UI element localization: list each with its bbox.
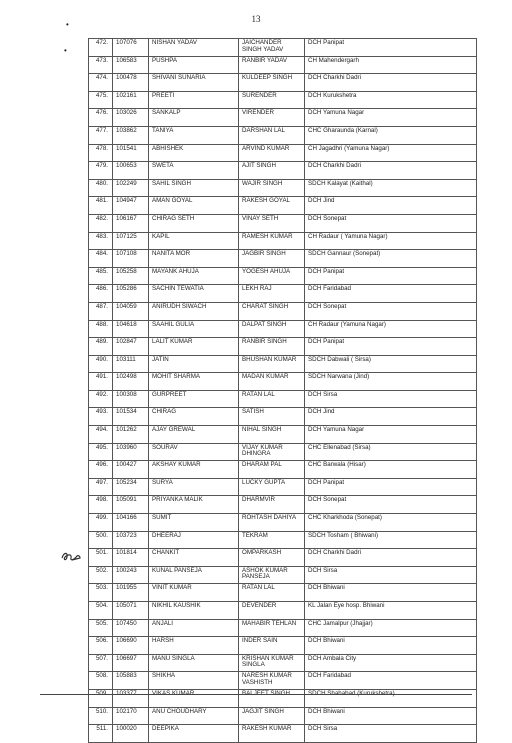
- allotted-hospital-cell: CH Mahendergarh: [305, 56, 477, 74]
- father-name-cell: SATISH: [239, 408, 305, 426]
- father-name-cell: YOGESH AHUJA: [239, 267, 305, 285]
- table-row: [89, 672, 477, 690]
- allotted-hospital-cell: DCH Charkhi Dadri: [305, 549, 477, 567]
- serial-number-cell: 483.: [89, 232, 113, 250]
- allotted-hospital-cell: DCH Bhiwani: [305, 584, 477, 602]
- candidate-id-cell: 106697: [113, 654, 149, 672]
- serial-number-cell: 507.: [89, 654, 113, 672]
- candidate-name-cell: MOHIT SHARMA: [149, 373, 239, 391]
- father-name-cell: NARESH KUMAR VASHISTH: [239, 672, 305, 690]
- candidate-name-cell: CHANKIT: [149, 549, 239, 567]
- candidate-id-cell: 105258: [113, 267, 149, 285]
- table-row: [89, 531, 477, 549]
- table-row: [89, 514, 477, 532]
- candidate-id-cell: 100308: [113, 390, 149, 408]
- margin-mark: •: [66, 20, 69, 29]
- candidate-name-cell: SAAHIL GULIA: [149, 320, 239, 338]
- candidate-id-cell: 104059: [113, 302, 149, 320]
- candidate-name-cell: LALIT KUMAR: [149, 338, 239, 356]
- candidate-id-cell: 100427: [113, 461, 149, 479]
- father-name-cell: JAICHANDER SINGH YADAV: [239, 39, 305, 57]
- allotted-hospital-cell: DCH Jind: [305, 408, 477, 426]
- serial-number-cell: 475.: [89, 91, 113, 109]
- candidate-name-cell: KAPIL: [149, 232, 239, 250]
- candidate-name-cell: ANIRUDH SIWACH: [149, 302, 239, 320]
- allotted-hospital-cell: DCH Sirsa: [305, 390, 477, 408]
- serial-number-cell: 493.: [89, 408, 113, 426]
- father-name-cell: ROHTASH DAHIYA: [239, 514, 305, 532]
- candidate-name-cell: NIKHIL KAUSHIK: [149, 602, 239, 620]
- candidate-id-cell: 101534: [113, 408, 149, 426]
- allotted-hospital-cell: DCH Charkhi Dadri: [305, 162, 477, 180]
- candidate-name-cell: MANU SINGLA: [149, 654, 239, 672]
- allotted-hospital-cell: DCH Sirsa: [305, 566, 477, 584]
- handwritten-initials: [60, 548, 82, 564]
- candidate-name-cell: NISHAN YADAV: [149, 39, 239, 57]
- candidate-id-cell: 107450: [113, 619, 149, 637]
- serial-number-cell: 497.: [89, 478, 113, 496]
- table-row: [89, 707, 477, 725]
- table-row: [89, 144, 477, 162]
- candidate-id-cell: 103026: [113, 109, 149, 127]
- father-name-cell: RAKESH GOYAL: [239, 197, 305, 215]
- allotted-hospital-cell: DCH Sirsa: [305, 725, 477, 743]
- candidate-name-cell: SAHIL SINGH: [149, 179, 239, 197]
- table-row: [89, 74, 477, 92]
- serial-number-cell: 484.: [89, 250, 113, 268]
- allotted-hospital-cell: DCH Bhiwani: [305, 707, 477, 725]
- page-number: 13: [251, 14, 261, 24]
- father-name-cell: MADAN KUMAR: [239, 373, 305, 391]
- allotted-hospital-cell: DCH Ambala City: [305, 654, 477, 672]
- serial-number-cell: 511.: [89, 725, 113, 743]
- serial-number-cell: 495.: [89, 443, 113, 461]
- serial-number-cell: 479.: [89, 162, 113, 180]
- allotted-hospital-cell: CHC Jamalpur (Jhajjar): [305, 619, 477, 637]
- table-row: [89, 267, 477, 285]
- candidate-id-cell: 105286: [113, 285, 149, 303]
- father-name-cell: DARSHAN LAL: [239, 126, 305, 144]
- candidate-name-cell: ANU CHOUDHARY: [149, 707, 239, 725]
- candidate-name-cell: AJAY GREWAL: [149, 426, 239, 444]
- candidate-id-cell: 101955: [113, 584, 149, 602]
- table-row: [89, 56, 477, 74]
- table-row: [89, 214, 477, 232]
- serial-number-cell: 503.: [89, 584, 113, 602]
- candidate-id-cell: 102170: [113, 707, 149, 725]
- allotted-hospital-cell: CHC Gharaunda (Karnal): [305, 126, 477, 144]
- table-body: [89, 39, 477, 743]
- table-row: [89, 285, 477, 303]
- table-row: [89, 496, 477, 514]
- candidate-id-cell: 106167: [113, 214, 149, 232]
- footer-rule: [40, 694, 472, 695]
- candidate-id-cell: 106690: [113, 637, 149, 655]
- table-row: [89, 109, 477, 127]
- candidate-name-cell: SURYA: [149, 478, 239, 496]
- serial-number-cell: 490.: [89, 355, 113, 373]
- table-row: [89, 355, 477, 373]
- table-row: [89, 549, 477, 567]
- allotted-hospital-cell: CHC Ellenabad (Sirsa): [305, 443, 477, 461]
- candidate-name-cell: ABHISHEK: [149, 144, 239, 162]
- father-name-cell: LUCKY GUPTA: [239, 478, 305, 496]
- allotted-hospital-cell: DCH Panipat: [305, 39, 477, 57]
- allotted-hospital-cell: DCH Panipat: [305, 267, 477, 285]
- candidate-name-cell: SWETA: [149, 162, 239, 180]
- candidate-id-cell: 106583: [113, 56, 149, 74]
- serial-number-cell: 476.: [89, 109, 113, 127]
- allotted-hospital-cell: SDCH Tosham ( Bhiwani): [305, 531, 477, 549]
- candidate-name-cell: AKSHAY KUMAR: [149, 461, 239, 479]
- allotted-hospital-cell: SDCH Gannaur (Sonepat): [305, 250, 477, 268]
- candidate-name-cell: TANIYA: [149, 126, 239, 144]
- serial-number-cell: 492.: [89, 390, 113, 408]
- candidate-id-cell: 105091: [113, 496, 149, 514]
- candidate-id-cell: 107125: [113, 232, 149, 250]
- serial-number-cell: 474.: [89, 74, 113, 92]
- candidate-name-cell: DEEPIKA: [149, 725, 239, 743]
- candidate-id-cell: 103111: [113, 355, 149, 373]
- father-name-cell: WAJIR SINGH: [239, 179, 305, 197]
- table-row: [89, 39, 477, 57]
- candidate-name-cell: SACHIN TEWATIA: [149, 285, 239, 303]
- candidate-name-cell: DHEERAJ: [149, 531, 239, 549]
- candidate-id-cell: 101814: [113, 549, 149, 567]
- serial-number-cell: 477.: [89, 126, 113, 144]
- father-name-cell: LEKH RAJ: [239, 285, 305, 303]
- serial-number-cell: 482.: [89, 214, 113, 232]
- father-name-cell: ARVIND KUMAR: [239, 144, 305, 162]
- allotted-hospital-cell: DCH Sonepat: [305, 214, 477, 232]
- serial-number-cell: 501.: [89, 549, 113, 567]
- father-name-cell: ASHOK KUMAR PANSEJA: [239, 566, 305, 584]
- serial-number-cell: 491.: [89, 373, 113, 391]
- candidate-id-cell: 102498: [113, 373, 149, 391]
- candidate-name-cell: CHIRAG: [149, 408, 239, 426]
- allotted-hospital-cell: KL Jalan Eye hosp. Bhiwani: [305, 602, 477, 620]
- serial-number-cell: 504.: [89, 602, 113, 620]
- allotted-hospital-cell: DCH Sonepat: [305, 496, 477, 514]
- table-row: [89, 338, 477, 356]
- serial-number-cell: 508.: [89, 672, 113, 690]
- father-name-cell: NIHAL SINGH: [239, 426, 305, 444]
- candidate-id-cell: 107108: [113, 250, 149, 268]
- table-row: [89, 373, 477, 391]
- table-row: [89, 426, 477, 444]
- candidate-id-cell: 105234: [113, 478, 149, 496]
- table-row: [89, 179, 477, 197]
- allotted-hospital-cell: CH Radaur (Yamuna Nagar): [305, 320, 477, 338]
- father-name-cell: DEVENDER: [239, 602, 305, 620]
- father-name-cell: RATAN LAL: [239, 584, 305, 602]
- father-name-cell: JAGJIT SINGH: [239, 707, 305, 725]
- father-name-cell: VIRENDER: [239, 109, 305, 127]
- father-name-cell: DALPAT SINGH: [239, 320, 305, 338]
- father-name-cell: VINAY SETH: [239, 214, 305, 232]
- candidate-name-cell: VIKAS KUMAR: [149, 689, 239, 707]
- serial-number-cell: 510.: [89, 707, 113, 725]
- candidate-id-cell: 102847: [113, 338, 149, 356]
- margin-mark: •: [64, 46, 67, 55]
- father-name-cell: SURENDER: [239, 91, 305, 109]
- father-name-cell: DHARMVIR: [239, 496, 305, 514]
- table-row: [89, 602, 477, 620]
- candidate-name-cell: PRIYANKA MALIK: [149, 496, 239, 514]
- candidate-name-cell: PUSHPA: [149, 56, 239, 74]
- candidate-id-cell: 103862: [113, 126, 149, 144]
- candidate-name-cell: MAYANK AHUJA: [149, 267, 239, 285]
- allotted-hospital-cell: DCH Yamuna Nagar: [305, 109, 477, 127]
- allotted-hospital-cell: DCH Faridabad: [305, 672, 477, 690]
- table-row: [89, 390, 477, 408]
- candidate-name-cell: SOURAV: [149, 443, 239, 461]
- candidate-id-cell: 104618: [113, 320, 149, 338]
- candidate-name-cell: ANJALI: [149, 619, 239, 637]
- allotted-hospital-cell: DCH Kurukshetra: [305, 91, 477, 109]
- allotted-hospital-cell: DCH Charkhi Dadri: [305, 74, 477, 92]
- allotted-hospital-cell: DCH Panipat: [305, 478, 477, 496]
- allotted-hospital-cell: DCH Jind: [305, 197, 477, 215]
- candidate-id-cell: 102249: [113, 179, 149, 197]
- candidate-name-cell: NANITA MOR: [149, 250, 239, 268]
- father-name-cell: RANBIR YADAV: [239, 56, 305, 74]
- allotted-hospital-cell: SDCH Kalayat (Kaithal): [305, 179, 477, 197]
- candidate-id-cell: 103723: [113, 531, 149, 549]
- father-name-cell: DHARAM PAL: [239, 461, 305, 479]
- candidate-name-cell: CHIRAG SETH: [149, 214, 239, 232]
- candidate-id-cell: 101541: [113, 144, 149, 162]
- candidate-name-cell: HARSH: [149, 637, 239, 655]
- serial-number-cell: 502.: [89, 566, 113, 584]
- candidate-name-cell: JATIN: [149, 355, 239, 373]
- serial-number-cell: 506.: [89, 637, 113, 655]
- father-name-cell: AJIT SINGH: [239, 162, 305, 180]
- candidate-id-cell: 100478: [113, 74, 149, 92]
- father-name-cell: BHUSHAN KUMAR: [239, 355, 305, 373]
- allocation-table: [88, 38, 477, 743]
- father-name-cell: JAGBIR SINGH: [239, 250, 305, 268]
- table-row: [89, 637, 477, 655]
- allotted-hospital-cell: DCH Sonepat: [305, 302, 477, 320]
- table-row: [89, 619, 477, 637]
- table-row: [89, 91, 477, 109]
- candidate-id-cell: 100243: [113, 566, 149, 584]
- table-row: [89, 250, 477, 268]
- allotted-hospital-cell: SDCH Narwana (Jind): [305, 373, 477, 391]
- table-row: [89, 320, 477, 338]
- candidate-name-cell: KUNAL PANSEJA: [149, 566, 239, 584]
- serial-number-cell: 485.: [89, 267, 113, 285]
- allotted-hospital-cell: CH Radaur ( Yamuna Nagar): [305, 232, 477, 250]
- table-row: [89, 478, 477, 496]
- father-name-cell: RAKESH KUMAR: [239, 725, 305, 743]
- serial-number-cell: 488.: [89, 320, 113, 338]
- serial-number-cell: 472.: [89, 39, 113, 57]
- candidate-id-cell: 104947: [113, 197, 149, 215]
- serial-number-cell: 486.: [89, 285, 113, 303]
- table-row: [89, 232, 477, 250]
- candidate-name-cell: SANKALP: [149, 109, 239, 127]
- father-name-cell: MAHABIR TEHLAN: [239, 619, 305, 637]
- father-name-cell: TEKRAM: [239, 531, 305, 549]
- serial-number-cell: 509.: [89, 689, 113, 707]
- candidate-id-cell: 107076: [113, 39, 149, 57]
- table-row: [89, 302, 477, 320]
- allotted-hospital-cell: SDCH Shahabad (Kurukshetra): [305, 689, 477, 707]
- allotted-hospital-cell: DCH Yamuna Nagar: [305, 426, 477, 444]
- serial-number-cell: 494.: [89, 426, 113, 444]
- table-row: [89, 584, 477, 602]
- candidate-id-cell: 103960: [113, 443, 149, 461]
- allotted-hospital-cell: CHC Barwala (Hisar): [305, 461, 477, 479]
- allotted-hospital-cell: CHC Kharkhoda (Sonepat): [305, 514, 477, 532]
- serial-number-cell: 473.: [89, 56, 113, 74]
- table-row: [89, 197, 477, 215]
- father-name-cell: CHARAT SINGH: [239, 302, 305, 320]
- candidate-name-cell: AMAN GOYAL: [149, 197, 239, 215]
- serial-number-cell: 498.: [89, 496, 113, 514]
- father-name-cell: VIJAY KUMAR DHINGRA: [239, 443, 305, 461]
- candidate-id-cell: 100653: [113, 162, 149, 180]
- candidate-id-cell: 101262: [113, 426, 149, 444]
- serial-number-cell: 489.: [89, 338, 113, 356]
- allotted-hospital-cell: DCH Panipat: [305, 338, 477, 356]
- candidate-id-cell: 102161: [113, 91, 149, 109]
- table-row: [89, 461, 477, 479]
- father-name-cell: RAMESH KUMAR: [239, 232, 305, 250]
- table-row: [89, 566, 477, 584]
- table-row: [89, 654, 477, 672]
- father-name-cell: KULDEEP SINGH: [239, 74, 305, 92]
- serial-number-cell: 505.: [89, 619, 113, 637]
- candidate-id-cell: 105883: [113, 672, 149, 690]
- table-row: [89, 126, 477, 144]
- candidate-name-cell: SHIKHA: [149, 672, 239, 690]
- candidate-name-cell: VINIT KUMAR: [149, 584, 239, 602]
- serial-number-cell: 481.: [89, 197, 113, 215]
- father-name-cell: KRISHAN KUMAR SINGLA: [239, 654, 305, 672]
- serial-number-cell: 480.: [89, 179, 113, 197]
- table-row: [89, 408, 477, 426]
- candidate-name-cell: SUMIT: [149, 514, 239, 532]
- allotted-hospital-cell: CH Jagadhri (Yamuna Nagar): [305, 144, 477, 162]
- table-row: [89, 689, 477, 707]
- serial-number-cell: 496.: [89, 461, 113, 479]
- candidate-id-cell: 105071: [113, 602, 149, 620]
- allotted-hospital-cell: DCH Faridabad: [305, 285, 477, 303]
- serial-number-cell: 487.: [89, 302, 113, 320]
- father-name-cell: OMPARKASH: [239, 549, 305, 567]
- allotted-hospital-cell: DCH Bhiwani: [305, 637, 477, 655]
- father-name-cell: RATAN LAL: [239, 390, 305, 408]
- candidate-name-cell: GURPREET: [149, 390, 239, 408]
- serial-number-cell: 499.: [89, 514, 113, 532]
- father-name-cell: BALJEET SINGH: [239, 689, 305, 707]
- candidate-id-cell: 103377: [113, 689, 149, 707]
- father-name-cell: RANBIR SINGH: [239, 338, 305, 356]
- serial-number-cell: 478.: [89, 144, 113, 162]
- table-row: [89, 725, 477, 743]
- candidate-name-cell: SHIVANI SUNARIA: [149, 74, 239, 92]
- candidate-name-cell: PREETI: [149, 91, 239, 109]
- table-row: [89, 443, 477, 461]
- candidate-id-cell: 104166: [113, 514, 149, 532]
- candidate-id-cell: 100020: [113, 725, 149, 743]
- serial-number-cell: 500.: [89, 531, 113, 549]
- allotted-hospital-cell: SDCH Dabwali ( Sirsa): [305, 355, 477, 373]
- table-row: [89, 162, 477, 180]
- father-name-cell: INDER SAIN: [239, 637, 305, 655]
